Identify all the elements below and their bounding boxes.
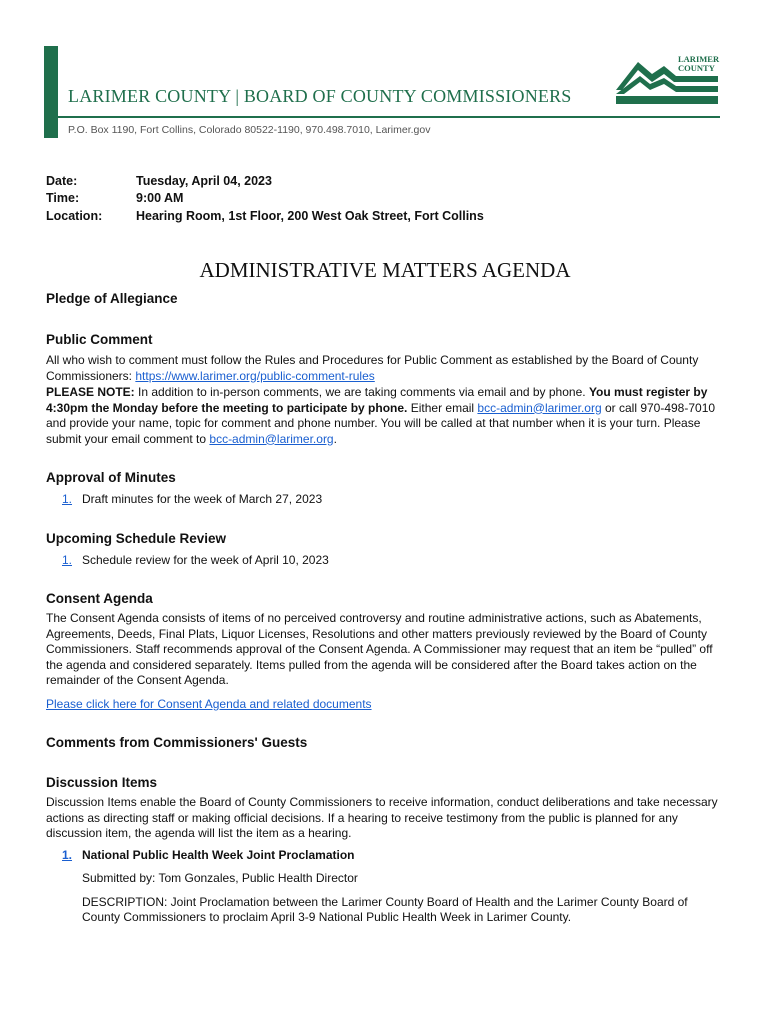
- note-end: .: [333, 431, 337, 446]
- email-link-1[interactable]: bcc-admin@larimer.org: [477, 400, 602, 415]
- note-text-3: or call 970-498-7010 and provide your name, topic for comment and phone number. You will be called at that number when it is your turn. Please submit your email comment to: [46, 400, 716, 446]
- schedule-item-text: Schedule review for the week of April 10, 2023: [82, 552, 329, 567]
- list-item: [62, 848, 726, 864]
- guests-heading: Comments from Commissioners' Guests: [46, 735, 308, 750]
- minutes-item-number-link[interactable]: 1.: [62, 492, 73, 506]
- agenda-title: ADMINISTRATIVE MATTERS AGENDA: [199, 258, 571, 282]
- letterhead-title: LARIMER COUNTY | BOARD OF COUNTY COMMISSIONERS: [68, 86, 572, 106]
- logo-wordmark: [678, 55, 719, 73]
- public-comment-intro: [46, 353, 726, 384]
- location-row: [46, 207, 484, 225]
- consent-documents-link[interactable]: Please click here for Consent Agenda and related documents: [46, 696, 372, 711]
- time-value: 9:00 AM: [136, 191, 184, 206]
- schedule-item-number-link[interactable]: 1.: [62, 552, 73, 567]
- time-row: [46, 190, 484, 208]
- pledge-heading: Pledge of Allegiance: [46, 291, 178, 306]
- note-text-1: In addition to in-person comments, we are taking comments via email and by phone.: [134, 385, 589, 399]
- letterhead-accent-bar: [44, 46, 58, 138]
- discussion-item-title: National Public Health Week Joint Proclamation: [82, 847, 355, 862]
- meeting-details: [46, 172, 484, 225]
- time-label: Time:: [46, 191, 80, 206]
- note-label: PLEASE NOTE:: [46, 385, 135, 399]
- list-item: [62, 492, 726, 508]
- email-link-2[interactable]: bcc-admin@larimer.org: [209, 431, 334, 446]
- schedule-heading: Upcoming Schedule Review: [46, 530, 227, 546]
- public-comment-rules-link[interactable]: https://www.larimer.org/public-comment-rules: [135, 368, 375, 383]
- letterhead-rule: [58, 116, 720, 118]
- discussion-item-submitted: Submitted by: Tom Gonzales, Public Health Director: [82, 871, 358, 885]
- public-comment-intro-text: All who wish to comment must follow the Rules and Procedures for Public Comment as established by the Board of County Commissioners:: [46, 353, 699, 383]
- date-value: Tuesday, April 04, 2023: [136, 173, 272, 188]
- location-value: Hearing Room, 1st Floor, 200 West Oak Street, Fort Collins: [136, 208, 484, 223]
- discussion-heading: Discussion Items: [46, 775, 158, 790]
- note-register-deadline: You must register by 4:30pm the Monday before the meeting to participate by phone.: [46, 385, 708, 415]
- note-text-2: Either email: [407, 400, 478, 415]
- date-row: [46, 172, 484, 190]
- logo-line-2: COUNTY: [678, 63, 715, 73]
- location-label: Location:: [46, 208, 103, 223]
- discussion-item-description: DESCRIPTION: Joint Proclamation between the Larimer County Board of Health and the Larimer County Board of County Commissioners to proclaim April 3-9 National Public Health Week in Larimer County.: [82, 894, 688, 924]
- logo-line-1: LARIMER: [678, 54, 720, 64]
- discussion-item-number-link[interactable]: 1.: [62, 847, 73, 862]
- minutes-heading: Approval of Minutes: [46, 470, 176, 485]
- consent-heading: Consent Agenda: [46, 591, 153, 606]
- list-item: [62, 553, 726, 569]
- consent-body: The Consent Agenda consists of items of no perceived controversy and routine administrative actions, such as Abatements, Agreements, Deeds, Final Plats, Liquor Licenses, Resolutions and other matters previously reviewed by the Board of County Commissioners. Staff recommends approval of the Consent Agenda. A Commissioner may request that an item be “pulled” off the agenda and considered separately. Items pulled from the agenda will be considered after the Board takes action on the remainder of the Consent Agenda.: [46, 611, 713, 687]
- letterhead-address: P.O. Box 1190, Fort Collins, Colorado 80522-1190, 970.498.7010, Larimer.gov: [68, 124, 431, 136]
- public-comment-note: [46, 385, 726, 447]
- date-label: Date:: [46, 173, 78, 188]
- discussion-body: Discussion Items enable the Board of County Commissioners to receive information, conduct deliberations and take necessary actions as directing staff or making official decisions. If a hearing to receive testimony from the public is planned for any discussion item, the agenda will list the item as a hearing.: [46, 795, 718, 840]
- minutes-item-text: Draft minutes for the week of March 27, 2023: [82, 492, 323, 506]
- public-comment-heading: Public Comment: [46, 332, 153, 347]
- agenda-content: [46, 290, 726, 926]
